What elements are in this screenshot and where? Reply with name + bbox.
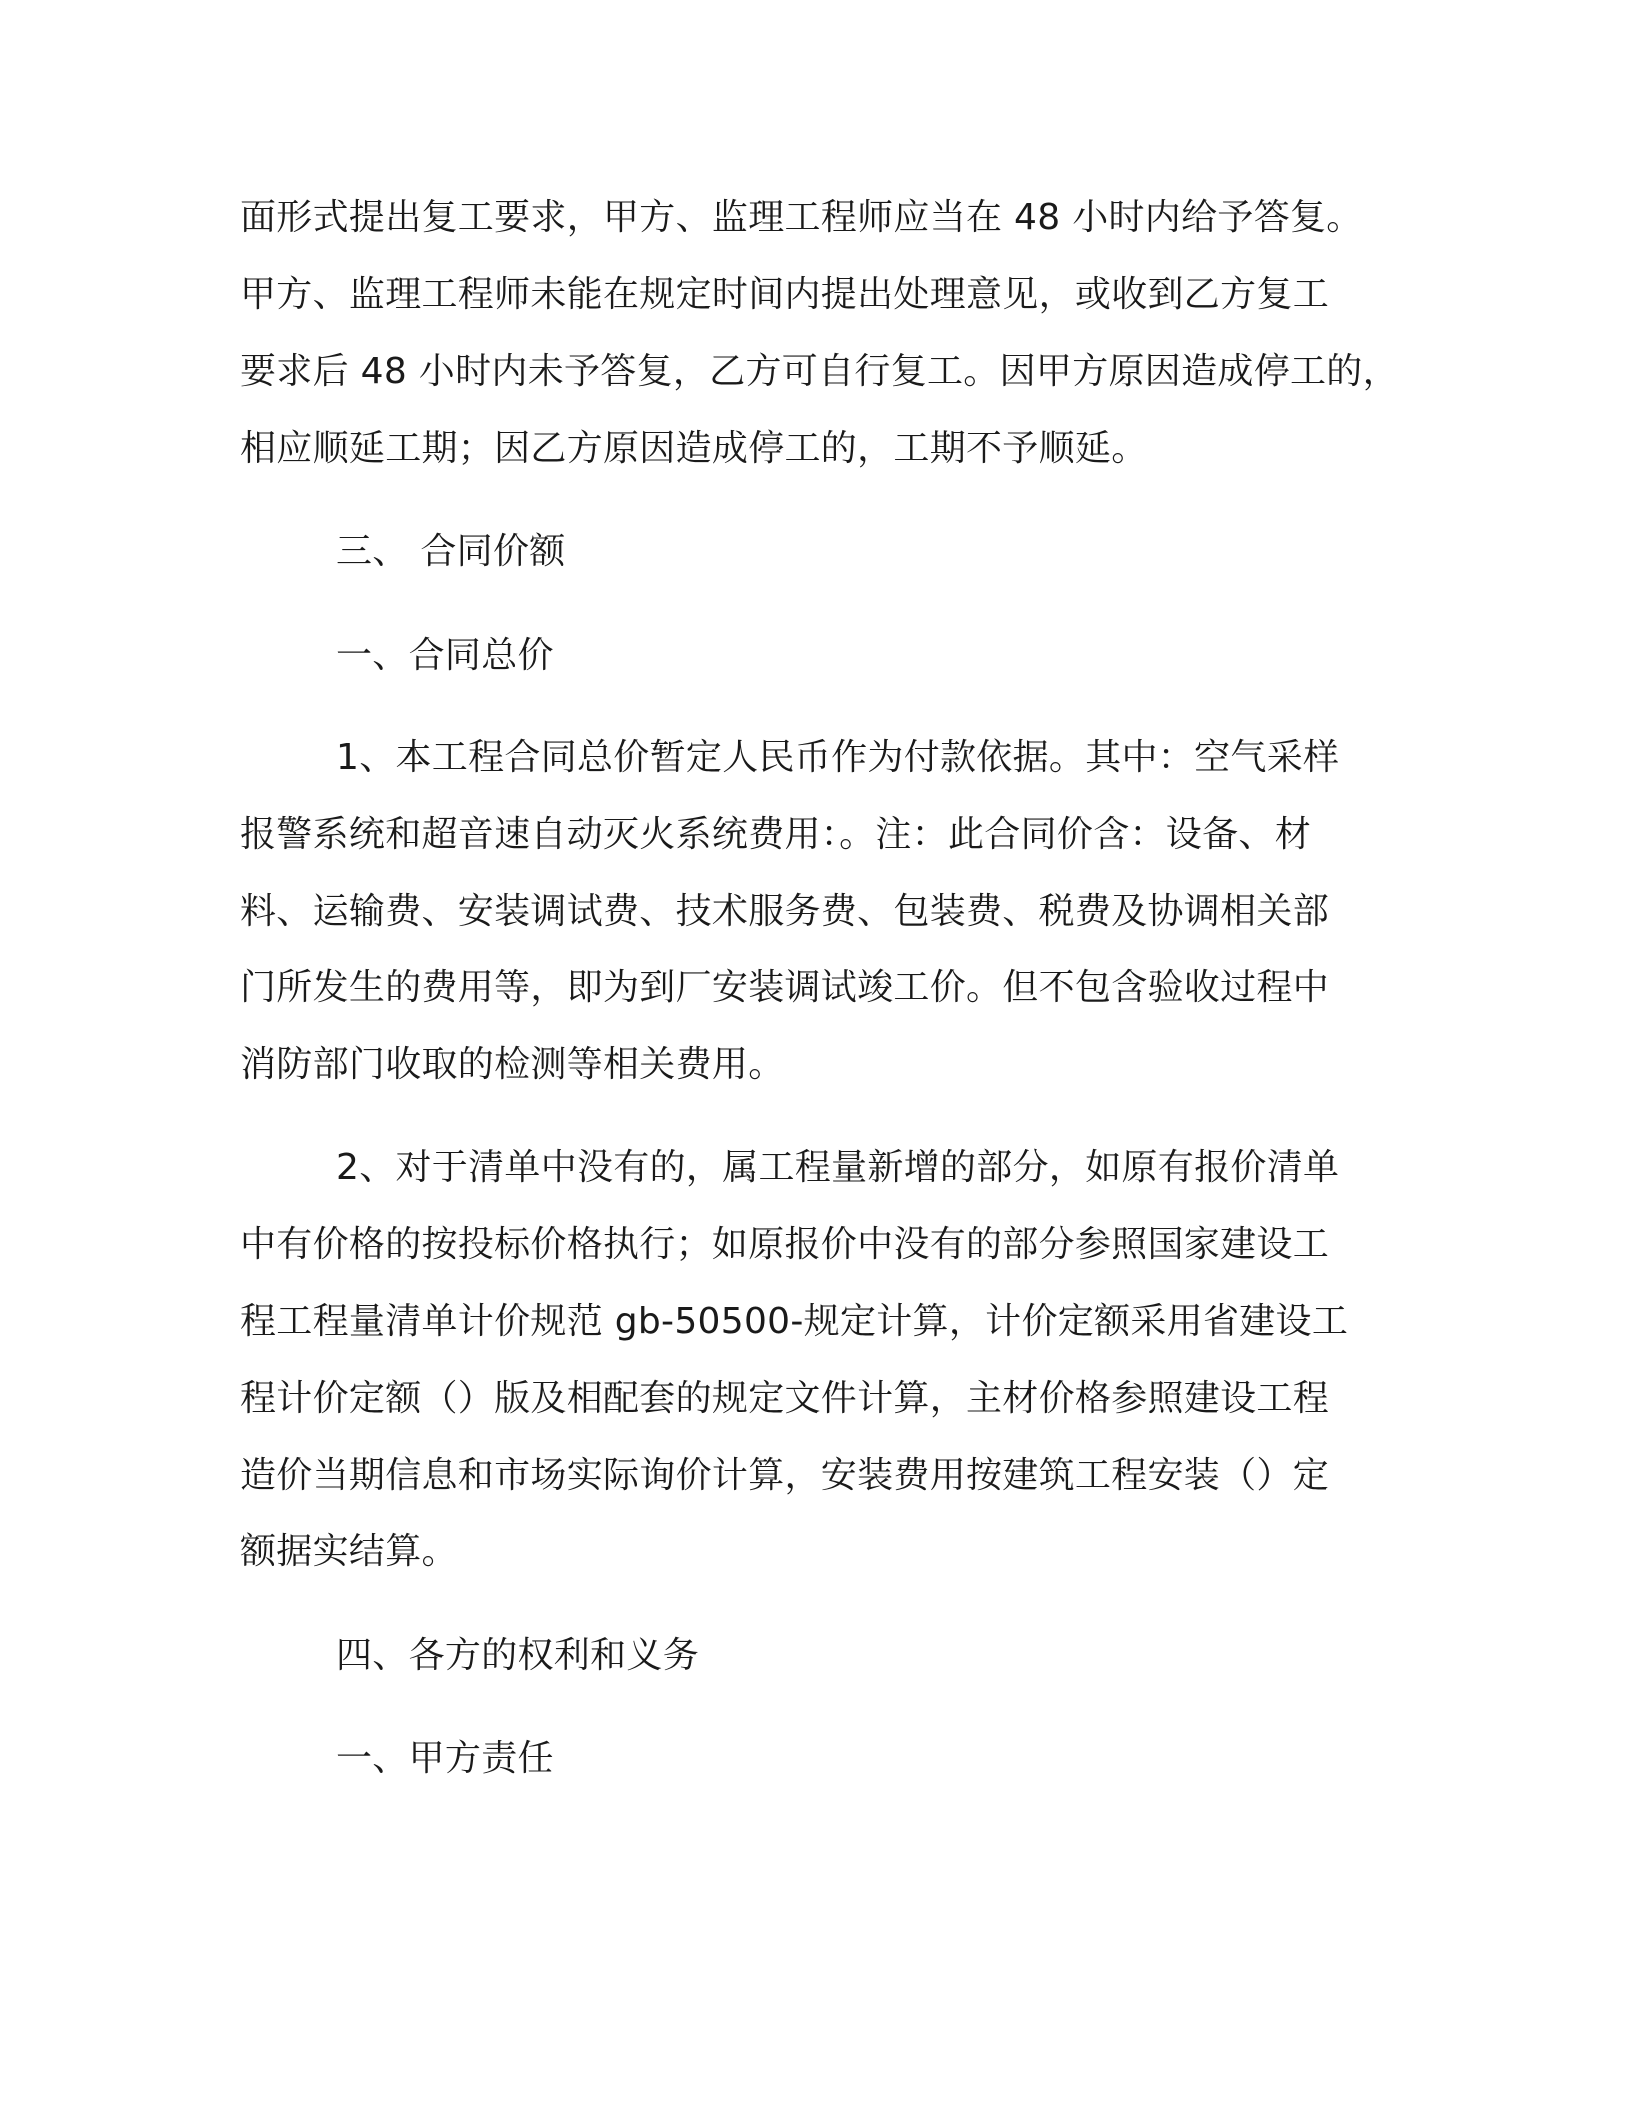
paragraph-line: 报警系统和超音速自动灭火系统费用：。注：此合同价含：设备、材	[240, 814, 1312, 855]
paragraph-line: 要求后 48 小时内未予答复，乙方可自行复工。因甲方原因造成停工的，	[240, 351, 1399, 392]
paragraph-line: 额据实结算。	[240, 1531, 458, 1572]
paragraph-line: 造价当期信息和市场实际询价计算，安装费用按建筑工程安装（）定	[240, 1455, 1330, 1496]
section-heading: 三、 合同价额	[336, 531, 566, 572]
paragraph-line: 消防部门收取的检测等相关费用。	[240, 1044, 785, 1085]
sub-heading: 一、甲方责任	[336, 1738, 554, 1779]
paragraph-line: 2、对于清单中没有的，属工程量新增的部分，如原有报价清单	[336, 1147, 1340, 1188]
paragraph-line: 相应顺延工期；因乙方原因造成停工的，工期不予顺延。	[240, 428, 1148, 469]
paragraph-line: 门所发生的费用等，即为到厂安装调试竣工价。但不包含验收过程中	[240, 967, 1330, 1008]
paragraph-line: 甲方、监理工程师未能在规定时间内提出处理意见，或收到乙方复工	[240, 274, 1330, 315]
paragraph-line: 中有价格的按投标价格执行；如原报价中没有的部分参照国家建设工	[240, 1224, 1330, 1265]
paragraph-line: 程工程量清单计价规范 gb-50500-规定计算，计价定额采用省建设工	[240, 1301, 1349, 1342]
paragraph-line: 料、运输费、安装调试费、技术服务费、包装费、税费及协调相关部	[240, 891, 1330, 932]
paragraph-line: 面形式提出复工要求，甲方、监理工程师应当在 48 小时内给予答复。	[240, 197, 1363, 238]
sub-heading: 一、合同总价	[336, 635, 554, 676]
paragraph-line: 程计价定额（）版及相配套的规定文件计算，主材价格参照建设工程	[240, 1378, 1330, 1419]
paragraph-line: 1、本工程合同总价暂定人民币作为付款依据。其中：空气采样	[336, 737, 1340, 778]
section-heading: 四、各方的权利和义务	[336, 1635, 700, 1676]
